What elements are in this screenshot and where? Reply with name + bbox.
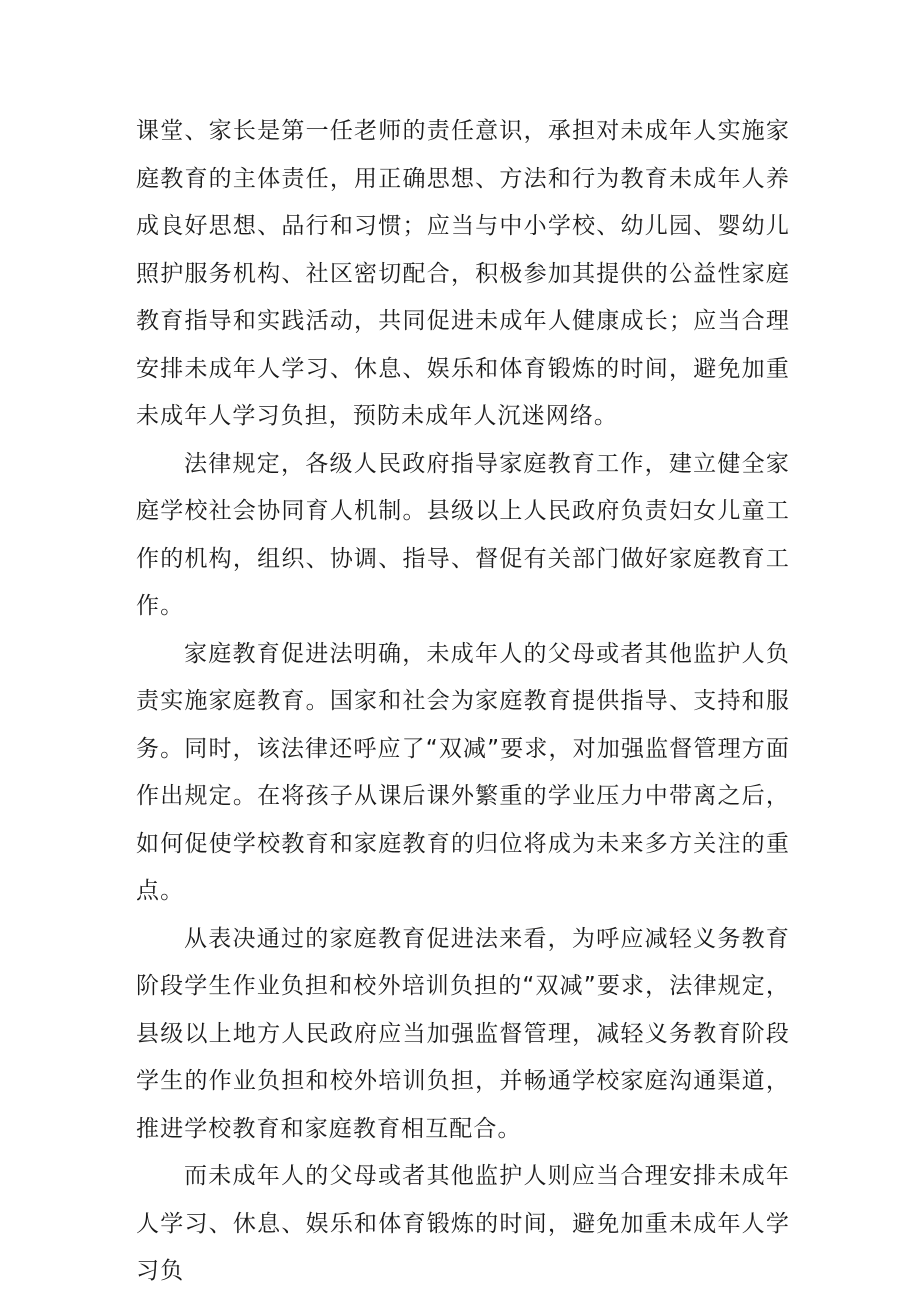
paragraph-continuation: 课堂、家长是第一任老师的责任意识，承担对未成年人实施家庭教育的主体责任，用正确思想、方法和行为教育未成年人养成良好思想、品行和习惯；应当与中小学校、幼儿园、婴幼儿照护服务机构、社区密切配合，积极参加其提供的公益性家庭教育指导和实践活动，共同促进未成年人健康成长；应当合理安排未成年人学习、休息、娱乐和体育锻炼的时间，避免加重未成年人学习负担，预防未成年人沉迷网络。 xyxy=(136,118,790,429)
paragraph-guardian-responsibility: 家庭教育促进法明确，未成年人的父母或者其他监护人负责实施家庭教育。国家和社会为家庭教育提供指导、支持和服务。同时，该法律还呼应了“双减”要求，对加强监督管理方面作出规定。在将孩子从课后课外繁重的学业压力中带离之后，如何促使学校教育和家庭教育的归位将成为未来多方关注的重点。 xyxy=(136,640,790,904)
paragraph-government-guidance: 法律规定，各级人民政府指导家庭教育工作，建立健全家庭学校社会协同育人机制。县级以上人民政府负责妇女儿童工作的机构，组织、协调、指导、督促有关部门做好家庭教育工作。 xyxy=(136,450,790,619)
paragraph-guardian-schedule: 而未成年人的父母或者其他监护人则应当合理安排未成年人学习、休息、娱乐和体育锻炼的时间，避免加重未成年人学习负 xyxy=(136,1163,790,1284)
paragraph-double-reduction: 从表决通过的家庭教育促进法来看，为呼应减轻义务教育阶段学生作业负担和校外培训负担的“双减”要求，法律规定，县级以上地方人民政府应当加强监督管理，减轻义务教育阶段学生的作业负担和校外培训负担，并畅通学校家庭沟通渠道，推进学校教育和家庭教育相互配合。 xyxy=(136,925,790,1142)
document-page xyxy=(136,108,790,1296)
